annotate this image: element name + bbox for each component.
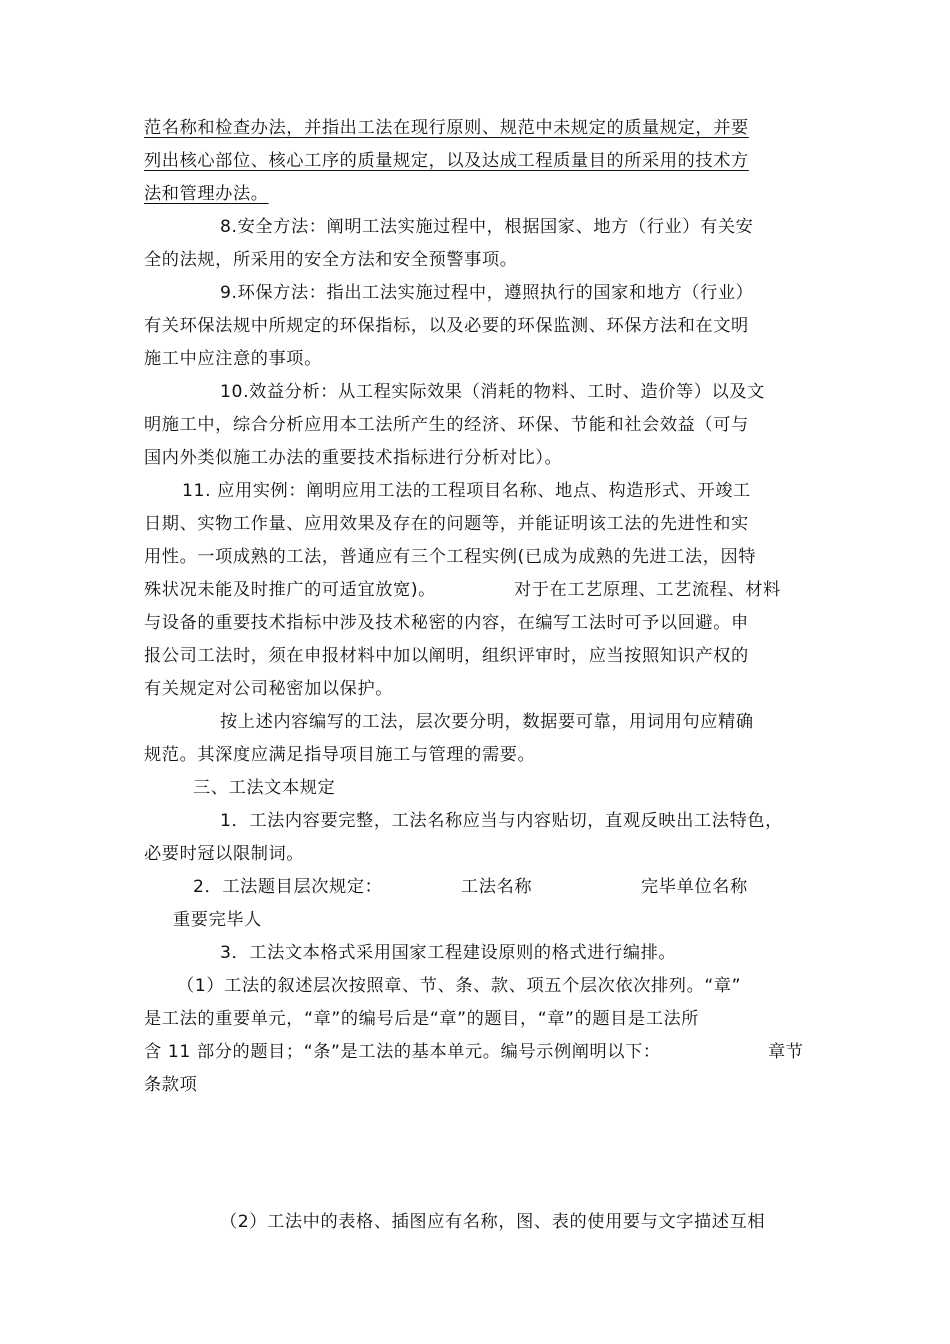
item-11-line-4b: 对于在工艺原理、工艺流程、材料	[514, 580, 781, 600]
item-10-line-1: 10.效益分析：从工程实际效果（消耗的物料、工时、造价等）以及文	[220, 382, 765, 402]
section-3-p2-method-name: 工法名称	[461, 877, 533, 897]
item-11-line-7: 有关规定对公司秘密加以保护。	[144, 679, 394, 699]
quality-text-line-3: 法和管理办法。	[144, 184, 269, 204]
section-3-p1-line-1: 1．工法内容要完整，工法名称应当与内容贴切，直观反映出工法特色，	[220, 811, 783, 831]
item-9-line-1: 9.环保方法：指出工法实施过程中，遵照执行的国家和地方（行业）	[220, 283, 754, 303]
section-3-p4-line-3a: 含 11 部分的题目；“条”是工法的基本单元。编号示例阐明以下：	[144, 1042, 661, 1062]
item-11-line-6: 报公司工法时，须在申报材料中加以阐明，组织评审时，应当按照知识产权的	[144, 646, 749, 666]
summary-line-1: 按上述内容编写的工法，层次要分明，数据要可靠，用词用句应精确	[220, 712, 754, 732]
section-3-p4-line-4: 条款项	[144, 1075, 198, 1095]
section-3-heading: 三、工法文本规定	[193, 778, 336, 798]
section-3-p4-line-1: （1）工法的叙述层次按照章、节、条、款、项五个层次依次排列。“章”	[177, 976, 742, 996]
item-11-line-3: 用性。一项成熟的工法，普通应有三个工程实例(已成为成熟的先进工法，因特	[144, 547, 757, 567]
section-3-p4-line-3b: 章节	[768, 1042, 804, 1062]
item-11-line-5: 与设备的重要技术指标中涉及技术秘密的内容，在编写工法时可予以回避。申	[144, 613, 749, 633]
section-3-p5: （2）工法中的表格、插图应有名称，图、表的使用要与文字描述互相	[220, 1212, 766, 1232]
item-11-line-2: 日期、实物工作量、应用效果及存在的问题等，并能证明该工法的先进性和实	[144, 514, 749, 534]
item-9-line-3: 施工中应注意的事项。	[144, 349, 322, 369]
item-8-line-2: 全的法规，所采用的安全方法和安全预警事项。	[144, 250, 518, 270]
item-8-line-1: 8.安全方法：阐明工法实施过程中，根据国家、地方（行业）有关安	[220, 217, 754, 237]
item-11-line-1: 11. 应用实例：阐明应用工法的工程项目名称、地点、构造形式、开竣工	[182, 481, 751, 501]
summary-line-2: 规范。其深度应满足指导项目施工与管理的需要。	[144, 745, 536, 765]
section-3-p3: 3．工法文本格式采用国家工程建设原则的格式进行编排。	[220, 943, 677, 963]
quality-text-line-2: 列出核心部位、核心工序的质量规定，以及达成工程质量目的所采用的技术方	[144, 151, 749, 171]
section-3-p4-line-2: 是工法的重要单元，“章”的编号后是“章”的题目，“章”的题目是工法所	[144, 1009, 700, 1029]
section-3-p2-label: 2．工法题目层次规定：	[193, 877, 383, 897]
item-9-line-2: 有关环保法规中所规定的环保指标，以及必要的环保监测、环保方法和在文明	[144, 316, 749, 336]
section-3-p1-line-2: 必要时冠以限制词。	[144, 844, 305, 864]
section-3-p2-person: 重要完毕人	[173, 910, 262, 930]
item-10-line-2: 明施工中，综合分析应用本工法所产生的经济、环保、节能和社会效益（可与	[144, 415, 749, 435]
item-11-line-4a: 殊状况未能及时推广的可适宜放宽)。	[144, 580, 436, 600]
item-10-line-3: 国内外类似施工办法的重要技术指标进行分析对比）。	[144, 448, 563, 468]
section-3-p2-unit-name: 完毕单位名称	[641, 877, 748, 897]
quality-text-line-1: 范名称和检查办法，并指出工法在现行原则、规范中未规定的质量规定，并要	[144, 118, 749, 138]
